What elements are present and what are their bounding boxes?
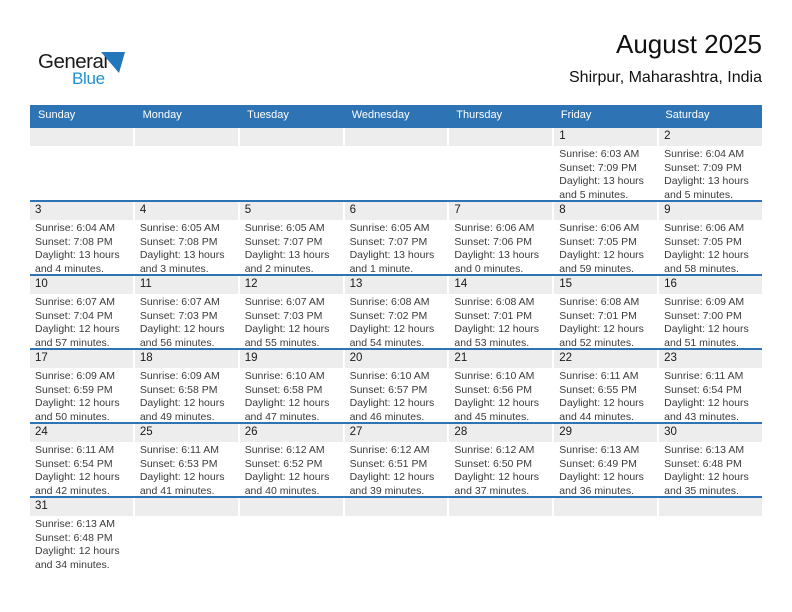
daylight-line: Daylight: 13 hours and 4 minutes. [35, 249, 120, 274]
week-row [30, 274, 762, 348]
sunset-line: Sunset: 7:07 PM [349, 235, 428, 248]
day-cell [240, 424, 343, 496]
day-number [345, 498, 448, 516]
day-number: 12 [240, 276, 343, 294]
day-info [240, 220, 343, 274]
day-number: 16 [659, 276, 762, 294]
empty-day-cell [240, 498, 343, 570]
day-info [240, 368, 343, 422]
daylight-line: Daylight: 12 hours and 53 minutes. [454, 323, 540, 348]
sunset-line: Sunset: 7:08 PM [35, 235, 113, 248]
sunset-line: Sunset: 7:01 PM [559, 309, 637, 322]
sunset-line: Sunset: 7:09 PM [664, 161, 742, 174]
day-number: 2 [659, 128, 762, 146]
day-number: 8 [554, 202, 657, 220]
day-info [30, 294, 133, 348]
daylight-line: Daylight: 12 hours and 54 minutes. [349, 323, 435, 348]
sunrise-line: Sunrise: 6:06 AM [454, 222, 535, 234]
sunset-line: Sunset: 6:53 PM [139, 457, 218, 470]
daylight-line: Daylight: 13 hours and 0 minutes. [454, 249, 540, 274]
sunset-line: Sunset: 6:48 PM [664, 457, 742, 470]
day-cell [345, 202, 448, 274]
day-info [449, 220, 552, 274]
day-cell [240, 202, 343, 274]
empty-day-cell [345, 498, 448, 570]
day-number: 31 [30, 498, 133, 516]
day-cell [240, 350, 343, 422]
sunrise-line: Sunrise: 6:10 AM [349, 370, 430, 382]
sunrise-line: Sunrise: 6:13 AM [664, 444, 745, 456]
daylight-line: Daylight: 12 hours and 52 minutes. [559, 323, 644, 348]
day-cell [135, 202, 238, 274]
day-info [240, 294, 343, 348]
sunset-line: Sunset: 6:56 PM [454, 383, 533, 396]
week-row [30, 496, 762, 570]
day-cell [135, 424, 238, 496]
day-number: 13 [345, 276, 448, 294]
daylight-line: Daylight: 13 hours and 5 minutes. [559, 175, 644, 200]
sunrise-line: Sunrise: 6:06 AM [664, 222, 745, 234]
day-info [345, 294, 448, 348]
day-number: 29 [554, 424, 657, 442]
day-number: 19 [240, 350, 343, 368]
day-number: 17 [30, 350, 133, 368]
daylight-line: Daylight: 12 hours and 43 minutes. [664, 397, 749, 422]
day-info [554, 442, 657, 496]
day-cell [449, 350, 552, 422]
day-info [554, 146, 657, 200]
day-cell [30, 424, 133, 496]
day-number: 15 [554, 276, 657, 294]
daylight-line: Daylight: 12 hours and 42 minutes. [35, 471, 120, 496]
sunset-line: Sunset: 6:49 PM [559, 457, 637, 470]
daylight-line: Daylight: 13 hours and 3 minutes. [139, 249, 225, 274]
day-info [135, 442, 238, 496]
day-cell [554, 128, 657, 200]
sunset-line: Sunset: 7:03 PM [244, 309, 323, 322]
sunset-line: Sunset: 6:50 PM [454, 457, 533, 470]
daylight-line: Daylight: 12 hours and 57 minutes. [35, 323, 120, 348]
daylight-line: Daylight: 12 hours and 59 minutes. [559, 249, 644, 274]
sunrise-line: Sunrise: 6:12 AM [244, 444, 325, 456]
day-cell [345, 424, 448, 496]
day-info [659, 146, 762, 200]
day-number: 20 [345, 350, 448, 368]
day-info [345, 368, 448, 422]
day-number: 1 [554, 128, 657, 146]
sunrise-line: Sunrise: 6:11 AM [139, 444, 220, 456]
sunrise-line: Sunrise: 6:05 AM [139, 222, 220, 234]
day-cell [30, 202, 133, 274]
day-info [659, 442, 762, 496]
sunset-line: Sunset: 6:51 PM [349, 457, 428, 470]
day-number: 4 [135, 202, 238, 220]
sunrise-line: Sunrise: 6:09 AM [664, 296, 745, 308]
day-number [135, 498, 238, 516]
sunrise-line: Sunrise: 6:05 AM [349, 222, 430, 234]
day-info [449, 368, 552, 422]
dow-friday: Friday [560, 109, 592, 121]
daylight-line: Daylight: 13 hours and 1 minute. [349, 249, 435, 274]
day-cell [554, 276, 657, 348]
day-cell [345, 350, 448, 422]
day-number [240, 128, 343, 146]
dow-saturday: Saturday [665, 109, 710, 121]
day-cell [345, 276, 448, 348]
day-number [554, 498, 657, 516]
sunrise-line: Sunrise: 6:07 AM [139, 296, 220, 308]
sunrise-line: Sunrise: 6:08 AM [454, 296, 535, 308]
sunrise-line: Sunrise: 6:08 AM [559, 296, 640, 308]
sunset-line: Sunset: 6:57 PM [349, 383, 428, 396]
daylight-line: Daylight: 12 hours and 35 minutes. [664, 471, 749, 496]
day-of-week-header-row [30, 105, 762, 126]
sunset-line: Sunset: 6:54 PM [35, 457, 113, 470]
empty-day-cell [449, 128, 552, 200]
sunset-line: Sunset: 6:55 PM [559, 383, 637, 396]
day-info [659, 294, 762, 348]
sunset-line: Sunset: 7:07 PM [244, 235, 323, 248]
day-info [554, 220, 657, 274]
daylight-line: Daylight: 12 hours and 45 minutes. [454, 397, 540, 422]
page-location: Shirpur, Maharashtra, India [569, 68, 762, 86]
sunset-line: Sunset: 6:54 PM [664, 383, 742, 396]
day-info [135, 294, 238, 348]
day-cell [659, 350, 762, 422]
daylight-line: Daylight: 12 hours and 58 minutes. [664, 249, 749, 274]
page-title: August 2025 [615, 29, 762, 59]
week-row [30, 200, 762, 274]
sunset-line: Sunset: 7:04 PM [35, 309, 113, 322]
day-info [659, 220, 762, 274]
daylight-line: Daylight: 12 hours and 46 minutes. [349, 397, 435, 422]
logo-text-blue: Blue [72, 69, 105, 88]
sunset-line: Sunset: 7:05 PM [664, 235, 742, 248]
sunrise-line: Sunrise: 6:07 AM [244, 296, 325, 308]
day-info [135, 368, 238, 422]
empty-day-cell [30, 128, 133, 200]
sunset-line: Sunset: 6:58 PM [244, 383, 323, 396]
day-cell [449, 202, 552, 274]
daylight-line: Daylight: 12 hours and 40 minutes. [244, 471, 330, 496]
empty-day-cell [449, 498, 552, 570]
day-number: 30 [659, 424, 762, 442]
daylight-line: Daylight: 12 hours and 36 minutes. [559, 471, 644, 496]
calendar-weeks [30, 126, 762, 570]
day-cell [449, 424, 552, 496]
day-cell [30, 498, 133, 570]
sunset-line: Sunset: 6:59 PM [35, 383, 113, 396]
sunset-line: Sunset: 7:08 PM [139, 235, 218, 248]
day-cell [30, 276, 133, 348]
empty-day-cell [135, 128, 238, 200]
sunrise-line: Sunrise: 6:13 AM [559, 444, 640, 456]
day-number: 3 [30, 202, 133, 220]
daylight-line: Daylight: 13 hours and 5 minutes. [664, 175, 749, 200]
sunset-line: Sunset: 7:00 PM [664, 309, 742, 322]
empty-day-cell [554, 498, 657, 570]
day-number: 11 [135, 276, 238, 294]
sunset-line: Sunset: 6:52 PM [244, 457, 323, 470]
day-cell [30, 350, 133, 422]
day-number [449, 498, 552, 516]
day-number: 24 [30, 424, 133, 442]
daylight-line: Daylight: 12 hours and 41 minutes. [139, 471, 225, 496]
day-info [449, 442, 552, 496]
sunrise-line: Sunrise: 6:05 AM [244, 222, 325, 234]
sunrise-line: Sunrise: 6:11 AM [664, 370, 744, 382]
sunset-line: Sunset: 6:58 PM [139, 383, 218, 396]
dow-thursday: Thursday [456, 109, 503, 121]
dow-tuesday: Tuesday [247, 109, 289, 121]
empty-day-cell [659, 498, 762, 570]
empty-day-cell [240, 128, 343, 200]
daylight-line: Daylight: 13 hours and 2 minutes. [244, 249, 330, 274]
sunrise-line: Sunrise: 6:04 AM [35, 222, 115, 234]
day-number: 5 [240, 202, 343, 220]
week-row [30, 422, 762, 496]
sunrise-line: Sunrise: 6:06 AM [559, 222, 640, 234]
day-cell [554, 202, 657, 274]
daylight-line: Daylight: 12 hours and 56 minutes. [139, 323, 225, 348]
day-cell [659, 202, 762, 274]
day-cell [240, 276, 343, 348]
sunset-line: Sunset: 7:03 PM [139, 309, 218, 322]
day-number: 6 [345, 202, 448, 220]
sunset-line: Sunset: 6:48 PM [35, 531, 113, 544]
week-row [30, 348, 762, 422]
logo-text-general: General [38, 50, 108, 73]
day-number: 7 [449, 202, 552, 220]
day-info [30, 516, 133, 570]
day-number: 25 [135, 424, 238, 442]
day-number: 14 [449, 276, 552, 294]
sunrise-line: Sunrise: 6:12 AM [349, 444, 430, 456]
day-cell [449, 276, 552, 348]
sunset-line: Sunset: 7:09 PM [559, 161, 637, 174]
day-number [135, 128, 238, 146]
sunset-line: Sunset: 7:02 PM [349, 309, 428, 322]
sunrise-line: Sunrise: 6:04 AM [664, 148, 745, 160]
day-number: 9 [659, 202, 762, 220]
daylight-line: Daylight: 12 hours and 47 minutes. [244, 397, 330, 422]
sunrise-line: Sunrise: 6:03 AM [559, 148, 640, 160]
daylight-line: Daylight: 12 hours and 51 minutes. [664, 323, 749, 348]
day-number [30, 128, 133, 146]
sunrise-line: Sunrise: 6:08 AM [349, 296, 430, 308]
daylight-line: Daylight: 12 hours and 50 minutes. [35, 397, 120, 422]
sunrise-line: Sunrise: 6:10 AM [454, 370, 535, 382]
daylight-line: Daylight: 12 hours and 49 minutes. [139, 397, 225, 422]
day-cell [135, 276, 238, 348]
day-number: 28 [449, 424, 552, 442]
dow-monday: Monday [142, 109, 182, 121]
day-cell [659, 276, 762, 348]
day-number: 18 [135, 350, 238, 368]
day-info [240, 442, 343, 496]
daylight-line: Daylight: 12 hours and 34 minutes. [35, 545, 120, 570]
day-info [554, 368, 657, 422]
week-row [30, 126, 762, 200]
daylight-line: Daylight: 12 hours and 44 minutes. [559, 397, 644, 422]
general-blue-logo [38, 50, 158, 94]
day-info [345, 220, 448, 274]
sunrise-line: Sunrise: 6:12 AM [454, 444, 535, 456]
day-info [449, 294, 552, 348]
calendar [30, 105, 762, 570]
day-number [345, 128, 448, 146]
day-info [554, 294, 657, 348]
empty-day-cell [345, 128, 448, 200]
day-number: 26 [240, 424, 343, 442]
day-number: 10 [30, 276, 133, 294]
day-number [659, 498, 762, 516]
sunset-line: Sunset: 7:06 PM [454, 235, 533, 248]
daylight-line: Daylight: 12 hours and 39 minutes. [349, 471, 435, 496]
day-info [30, 220, 133, 274]
day-info [659, 368, 762, 422]
day-cell [554, 350, 657, 422]
day-cell [135, 350, 238, 422]
day-info [345, 442, 448, 496]
daylight-line: Daylight: 12 hours and 37 minutes. [454, 471, 540, 496]
sunrise-line: Sunrise: 6:09 AM [139, 370, 220, 382]
day-number: 23 [659, 350, 762, 368]
day-info [30, 368, 133, 422]
sunset-line: Sunset: 7:05 PM [559, 235, 637, 248]
day-number [449, 128, 552, 146]
day-number: 21 [449, 350, 552, 368]
day-info [135, 220, 238, 274]
sunrise-line: Sunrise: 6:11 AM [35, 444, 115, 456]
daylight-line: Daylight: 12 hours and 55 minutes. [244, 323, 330, 348]
dow-wednesday: Wednesday [351, 109, 410, 121]
day-cell [659, 128, 762, 200]
day-number: 27 [345, 424, 448, 442]
day-info [30, 442, 133, 496]
day-number: 22 [554, 350, 657, 368]
sunrise-line: Sunrise: 6:13 AM [35, 518, 115, 530]
day-number [240, 498, 343, 516]
day-cell [554, 424, 657, 496]
title-block [569, 30, 762, 87]
dow-sunday: Sunday [38, 109, 76, 121]
sunrise-line: Sunrise: 6:07 AM [35, 296, 115, 308]
sunrise-line: Sunrise: 6:10 AM [244, 370, 325, 382]
sunrise-line: Sunrise: 6:09 AM [35, 370, 115, 382]
empty-day-cell [135, 498, 238, 570]
sunset-line: Sunset: 7:01 PM [454, 309, 533, 322]
sunrise-line: Sunrise: 6:11 AM [559, 370, 639, 382]
day-cell [659, 424, 762, 496]
